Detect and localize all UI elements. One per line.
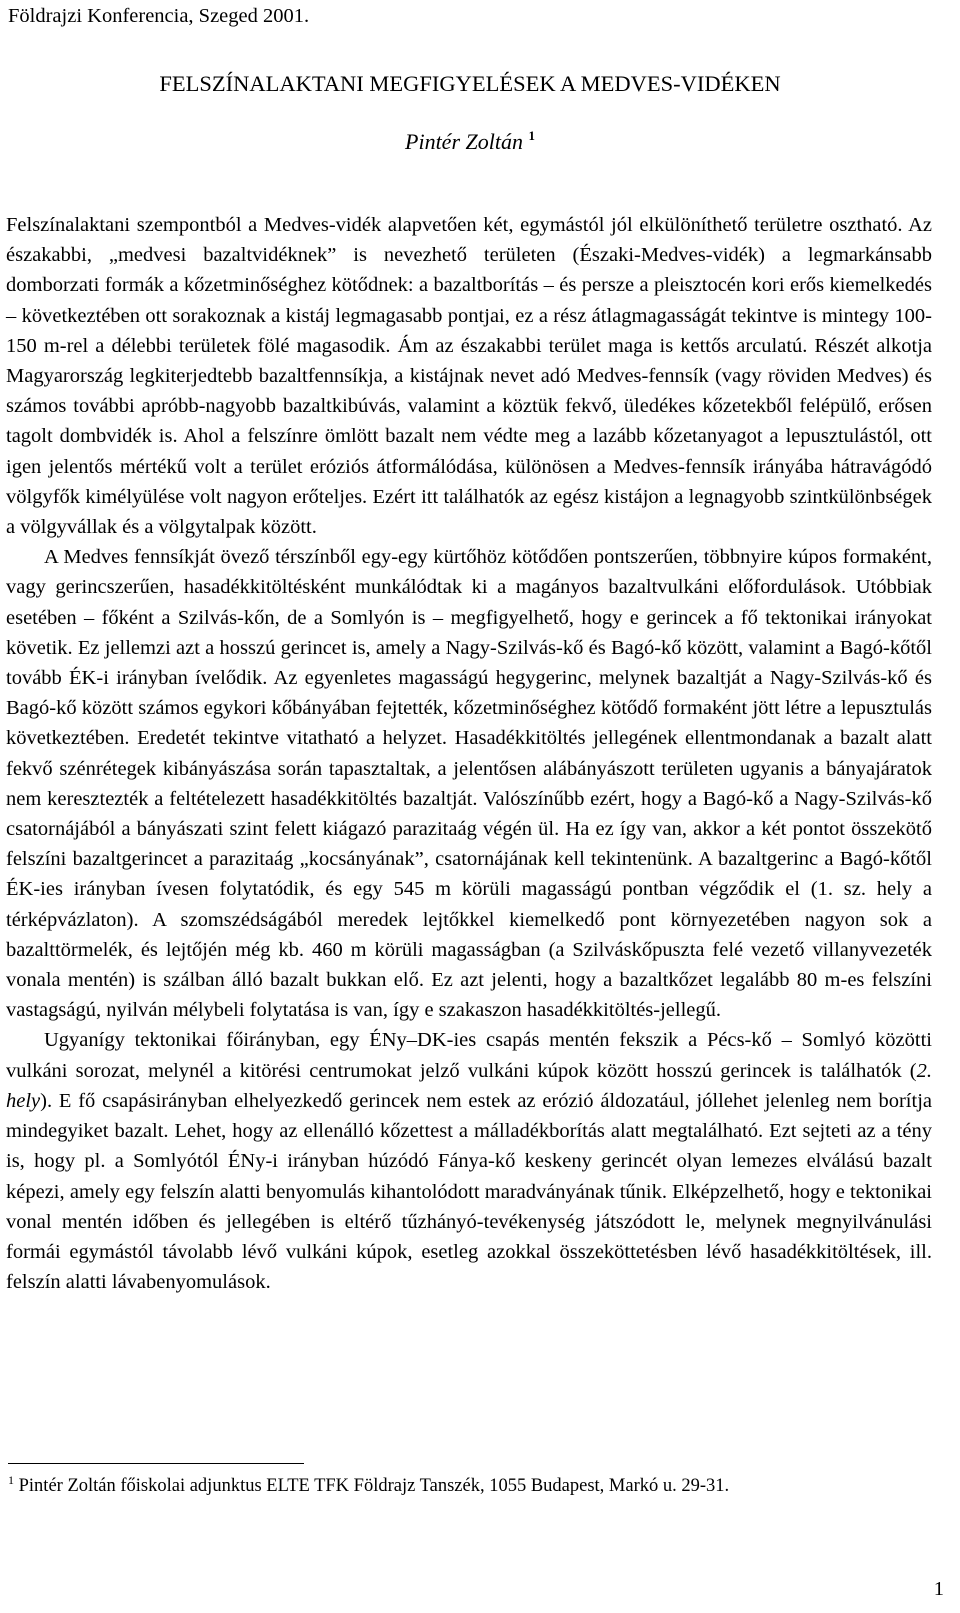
paragraph-3 [6, 1025, 932, 1297]
footnote-divider [8, 1463, 304, 1464]
paragraph-3-text-a: Ugyanígy tektonikai főirányban, egy ÉNy–DK-ies csapás mentén fekszik a Pécs-kő – Somlyó közötti vulkáni sorozat, melynél a kitörési centrumokat jelző vulkáni kúpok között hosszú gerincek is találhatók ( [6, 1029, 932, 1082]
author-line [0, 128, 940, 156]
author-footnote-marker: 1 [528, 128, 535, 143]
footnote [8, 1475, 729, 1497]
paragraph-3-italic-ref: 2. hely [6, 1059, 932, 1112]
paragraph-1 [6, 210, 932, 542]
page-number: 1 [933, 1578, 944, 1600]
paragraph-2 [6, 542, 932, 1025]
footnote-marker: 1 [8, 1473, 14, 1487]
paragraph-2-text: A Medves fennsíkját övező térszínből egy-egy kürtőhöz kötődően pontszerűen, többnyire kúpos formaként, vagy gerincszerűen, hasadékkitöltésként munkálódtak ki a magányos bazaltvulkáni előfordulások. Utóbbiak esetében – főként a Szilvás-kőn, de a Somlyón is – megfigyelhető, hogy e gerincek a fő tektonikai irányokat követik. Ez jellemzi azt a hosszú gerincet is, amely a Nagy-Szilvás-kő és Bagó-kő között, valamint a Bagó-kőtől tovább ÉK-i irányban ívelődik. Az egyenletes magasságú hegygerinc, melynek bazaltját a Nagy-Szilvás-kő és Bagó-kő között számos egykori kőbányában fejtették, kőzetminőséghez kötődő formaként jött létre a lepusztulás következtében. Eredetét tekintve vitatható a helyzet. Hasadékkitöltés jellegének ellentmondanak a bazalt alatt fekvő szénrétegek kibányászása során tapasztaltak, a jelentősen alábányászott területen ugyanis a bányajáratok nem keresztezték a feltételezett hasadékkitöltés bazaltját. Valószínűbb ezért, hogy a Bagó-kő a Nagy-Szilvás-kő csatornájából a bányászati szint felett kiágazó parazitaág végén ül. Ha ez így van, akkor a két pontot összekötő felszíni bazaltgerincet a parazitaág „kocsányának”, csatornájának kell tekintenünk. A bazaltgerinc a Bagó-kőtől ÉK-ies irányban ívesen folytatódik, és egy 545 m körüli magasságú pontban végződik el (1. sz. hely a térképvázlaton). A szomszédságából meredek lejtőkkel kiemelkedő pont környezetében nagyon sok a bazalttörmelék, és lejtőjén még kb. 460 m körüli magasságban (a Szilváskőpuszta felé vezető villanyvezeték vonala mentén) is szálban álló bazalt bukkan elő. Ez azt jelenti, hogy a bazaltkőzet legalább 80 m-es felszíni vastagságú, nyilván mélybeli folytatása is van, így e szakaszon hasadékkitöltés-jellegű. [6, 546, 932, 1022]
body-text [6, 210, 932, 1297]
paragraph-3-text-b: ). E fő csapásirányban elhelyezkedő gerincek nem estek az erózió áldozatául, jóllehet jelenleg nem borítja mindegyiket bazalt. Lehet, hogy az ellenálló kőzettest a málladékborítás alatt megtalálható. Ezt sejteti az a tény is, hogy pl. a Somlyótól ÉNy-i irányban húzódó Fánya-kő keskeny gerincét olyan lemezes elválású bazalt képezi, amely egy felszín alatti benyomulás kihantolódott maradványának tűnik. Elképzelhető, hogy e tektonikai vonal mentén időben és jellegében is eltérő tűzhányó-tevékenység játszódott le, melynek megnyilvánulási formái egymástól távolabb lévő vulkáni kúpok, esetleg azokkal összeköttetésben lévő hasadékkitöltések, ill. felszín alatti lávabenyomulások. [6, 1089, 932, 1294]
paper-title: FELSZÍNALAKTANI MEGFIGYELÉSEK A MEDVES-VIDÉKEN [159, 71, 781, 96]
paragraph-1-text: Felszínalaktani szempontból a Medves-vidék alapvetően két, egymástól jól elkülöníthető területre osztható. Az északabbi, „medvesi bazaltvidéknek” is nevezhető területen (Északi-Medves-vidék) a legmarkánsabb domborzati formák a kőzetminőséghez kötődnek: a bazaltborítás – és persze a pleisztocén kori erős kiemelkedés – következtében ott sorakoznak a kistáj legmagasabb pontjai, ez a rész átlagmagasságát tekintve is mintegy 100-150 m-rel a délebbi területek fölé magasodik. Ám az északabbi terület maga is kettős arculatú. Részét alkotja Magyarország legkiterjedtebb bazaltfennsíkja, a kistájnak nevet adó Medves-fennsík (vagy röviden Medves) és számos további apróbb-nagyobb bazaltkibúvás, valamint a köztük fekvő, üledékes kőzetekből felépülő, erősen tagolt dombvidék is. Ahol a felszínre ömlött bazalt nem védte meg a lazább kőzetanyagot a lepusztulástól, ott igen jelentős mértékű volt a terület eróziós átformálódása, különösen a Medves-fennsík irányába hátravágódó völgyfők kimélyülése volt nagyon erőteljes. Ezért itt találhatók az egész kistájon a legnagyobb szintkülönbségek a völgyvállak és a völgytalpak között. [6, 214, 932, 539]
author-name: Pintér Zoltán [405, 129, 523, 154]
conference-header: Földrajzi Konferencia, Szeged 2001. [8, 5, 310, 27]
footnote-text: Pintér Zoltán főiskolai adjunktus ELTE TFK Földrajz Tanszék, 1055 Budapest, Markó u. 29-31. [14, 1476, 730, 1496]
